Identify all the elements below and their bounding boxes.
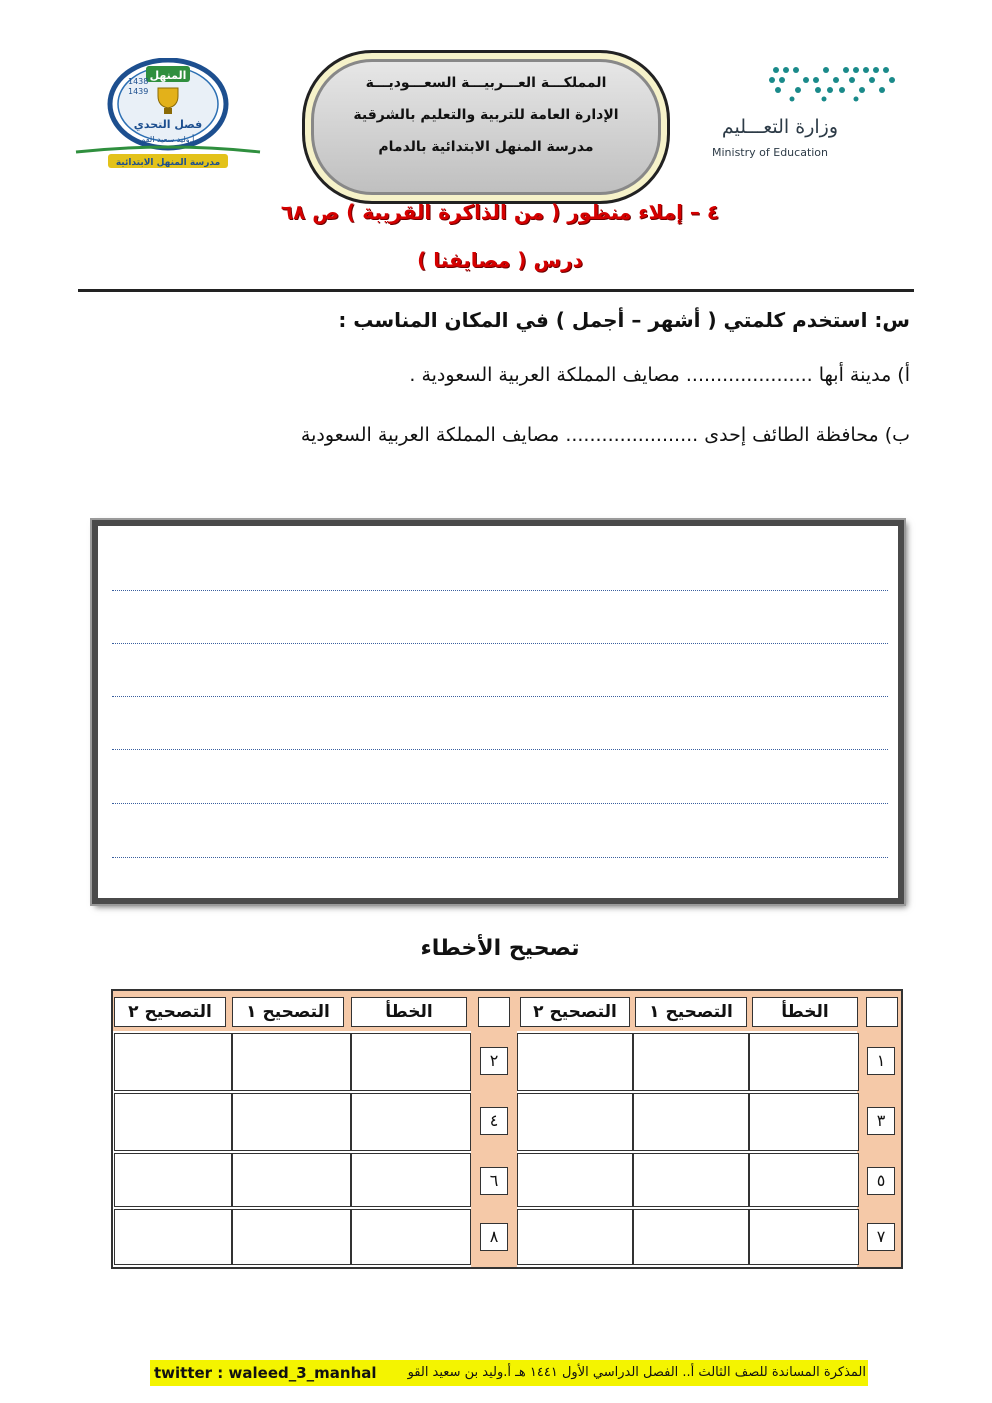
question-prompt: س: استخدم كلمتي ( أشهر – أجمل ) في المكان المناسب :	[338, 308, 910, 332]
header-correction-1-right: التصحيح ١	[635, 997, 747, 1027]
header-line-2: الإدارة العامة للتربية والتعليم بالشرقية	[353, 107, 619, 123]
header-number-right	[866, 997, 898, 1027]
writing-line[interactable]	[112, 857, 888, 858]
row-number: ٦	[480, 1167, 508, 1195]
row-number: ١	[867, 1047, 895, 1075]
writing-line[interactable]	[112, 803, 888, 804]
answer-cell[interactable]	[633, 1093, 749, 1151]
lesson-subtitle: درس ( مصايفنا )	[417, 248, 583, 272]
logo-name: المنهل	[149, 69, 187, 82]
answer-cell[interactable]	[749, 1033, 859, 1091]
school-logo	[72, 58, 264, 170]
footer	[150, 1360, 868, 1386]
question-item-b: ب) محافظة الطائف إحدى ...................... مصايف المملكة العربية السعودية	[300, 424, 910, 446]
moe-logo	[706, 64, 900, 164]
writing-line[interactable]	[112, 590, 888, 591]
answer-cell[interactable]	[232, 1033, 351, 1091]
answer-cell[interactable]	[351, 1093, 471, 1151]
lesson-title: ٤ – إملاء منظور ( من الذاكرة القريبة ) ص ٦٨	[280, 200, 720, 224]
header-line-3: مدرسة المنهل الابتدائية بالدمام	[378, 139, 594, 155]
header-correction-2-right: التصحيح ٢	[520, 997, 630, 1027]
answer-cell[interactable]	[517, 1093, 633, 1151]
header-correction-1-left: التصحيح ١	[232, 997, 344, 1027]
answer-cell[interactable]	[114, 1093, 232, 1151]
header-correction-2-left: التصحيح ٢	[114, 997, 226, 1027]
writing-line[interactable]	[112, 696, 888, 697]
answer-cell[interactable]	[232, 1209, 351, 1265]
answer-cell[interactable]	[351, 1209, 471, 1265]
answer-cell[interactable]	[232, 1153, 351, 1207]
answer-cell[interactable]	[749, 1209, 859, 1265]
answer-cell[interactable]	[633, 1209, 749, 1265]
answer-cell[interactable]	[114, 1153, 232, 1207]
answer-cell[interactable]	[351, 1033, 471, 1091]
correction-title: تصحيح الأخطاء	[420, 936, 580, 961]
answer-cell[interactable]	[517, 1209, 633, 1265]
writing-line[interactable]	[112, 749, 888, 750]
answer-cell[interactable]	[232, 1093, 351, 1151]
row-number: ٥	[867, 1167, 895, 1195]
footer-twitter[interactable]: twitter : waleed_3_manhal	[154, 1364, 377, 1382]
moe-dots-icon	[706, 64, 900, 104]
moe-english: Ministry of Education	[712, 146, 829, 159]
logo-school: مدرسة المنهل الابتدائية	[115, 158, 221, 168]
header-number-left	[478, 997, 510, 1027]
logo-teacher: أ.وليد سعيد القو	[141, 135, 195, 144]
row-number: ٧	[867, 1223, 895, 1251]
header-line-1: المملكـــة العـــربيـــة السعـــوديـــة	[365, 75, 607, 91]
logo-class: فصل التحدي	[133, 118, 203, 131]
row-number: ٨	[480, 1223, 508, 1251]
divider	[78, 289, 914, 292]
writing-box[interactable]	[92, 520, 904, 904]
row-number: ٣	[867, 1107, 895, 1135]
logo-year-bottom: 1439	[128, 87, 149, 96]
answer-cell[interactable]	[633, 1033, 749, 1091]
footer-text: المذكرة المساندة للصف الثالث أ.. الفصل الدراسي الأول ١٤٤١ هـ أ.وليد بن سعيد القو	[407, 1365, 866, 1380]
logo-year-top: 1438	[128, 77, 149, 86]
question-item-a: أ) مدينة أبها ..................... مصايف المملكة العربية السعودية .	[409, 364, 910, 386]
answer-cell[interactable]	[749, 1093, 859, 1151]
answer-cell[interactable]	[517, 1033, 633, 1091]
correction-table	[111, 989, 903, 1269]
header-box	[302, 50, 670, 204]
answer-cell[interactable]	[114, 1033, 232, 1091]
row-number: ٢	[480, 1047, 508, 1075]
answer-cell[interactable]	[351, 1153, 471, 1207]
answer-cell[interactable]	[517, 1153, 633, 1207]
writing-line[interactable]	[112, 643, 888, 644]
answer-cell[interactable]	[633, 1153, 749, 1207]
answer-cell[interactable]	[114, 1209, 232, 1265]
moe-arabic: وزارة التعـــليم	[721, 116, 838, 138]
header-error-left: الخطأ	[351, 997, 467, 1027]
header-error-right: الخطأ	[752, 997, 858, 1027]
answer-cell[interactable]	[749, 1153, 859, 1207]
row-number: ٤	[480, 1107, 508, 1135]
